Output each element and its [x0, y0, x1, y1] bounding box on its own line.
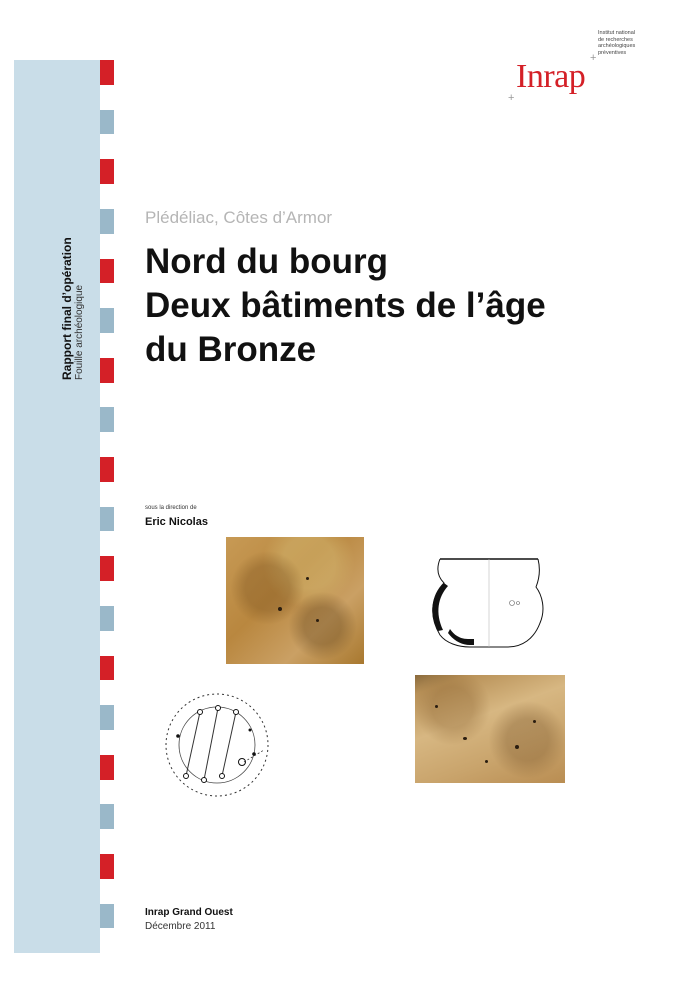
stripe-segment [100, 904, 114, 929]
stripe-segment [100, 383, 114, 408]
stripe-segment [100, 184, 114, 209]
stripe-segment [100, 407, 114, 432]
stripe-segment [100, 780, 114, 805]
logo-tagline-line: archéologiques [598, 43, 636, 49]
stripe-segment [100, 755, 114, 780]
stripe-segment [100, 606, 114, 631]
cover-stripe [100, 60, 114, 953]
logo-tagline-line: Institut national [598, 30, 635, 36]
author-name: Eric Nicolas [145, 516, 208, 528]
stripe-segment [100, 85, 114, 110]
stripe-segment [100, 159, 114, 184]
photo-feature [485, 760, 488, 763]
stripe-segment [100, 259, 114, 284]
excavation-photo [226, 537, 364, 664]
stripe-segment [100, 358, 114, 383]
stripe-segment [100, 804, 114, 829]
stripe-segment [100, 60, 114, 85]
footer-date: Décembre 2011 [145, 921, 216, 932]
stripe-segment [100, 854, 114, 879]
logo-wordmark: Inrap [516, 58, 586, 95]
stripe-segment [100, 928, 114, 953]
logo-cross-icon: + [508, 92, 515, 104]
excavation-photo [415, 675, 565, 783]
stripe-segment [100, 457, 114, 482]
logo-tagline [598, 30, 658, 56]
cover-title-line: du Bronze [145, 330, 317, 369]
stripe-segment [100, 680, 114, 705]
stripe-segment [100, 482, 114, 507]
logo-cross-icon: + [590, 52, 597, 64]
cover-spine-band [14, 60, 100, 953]
stripe-segment [100, 829, 114, 854]
stripe-segment [100, 134, 114, 159]
pottery-drawing [418, 553, 548, 653]
logo-tagline-line: préventives [598, 49, 627, 56]
direction-label: sous la direction de [145, 505, 197, 511]
stripe-segment [100, 730, 114, 755]
stripe-segment [100, 556, 114, 581]
cover-title-line: Deux bâtiments de l’âge [145, 286, 546, 325]
footer-organization: Inrap Grand Ouest [145, 907, 233, 918]
spine-subtitle: Fouille archéologique [74, 284, 85, 380]
stripe-segment [100, 507, 114, 532]
stripe-segment [100, 656, 114, 681]
stripe-segment [100, 308, 114, 333]
photo-feature [533, 720, 536, 723]
cover-title [145, 240, 675, 372]
stripe-segment [100, 705, 114, 730]
stripe-segment [100, 432, 114, 457]
cover-title-line: Nord du bourg [145, 242, 389, 281]
spine-title: Rapport final d’opération [60, 237, 74, 380]
stripe-segment [100, 879, 114, 904]
stripe-segment [100, 283, 114, 308]
photo-feature [463, 737, 467, 740]
photo-feature [316, 619, 319, 622]
inrap-logo [500, 28, 670, 118]
photo-feature [306, 577, 309, 580]
stripe-segment [100, 581, 114, 606]
stripe-segment [100, 531, 114, 556]
cover-location: Plédéliac, Côtes d’Armor [145, 208, 333, 227]
stripe-segment [100, 209, 114, 234]
stripe-segment [100, 234, 114, 259]
logo-tagline-line: de recherches [598, 36, 633, 43]
photo-feature [435, 705, 438, 708]
building-plan-drawing [160, 690, 275, 800]
stripe-segment [100, 333, 114, 358]
photo-feature [278, 607, 282, 611]
stripe-segment [100, 110, 114, 135]
stripe-segment [100, 631, 114, 656]
photo-feature [515, 745, 519, 749]
